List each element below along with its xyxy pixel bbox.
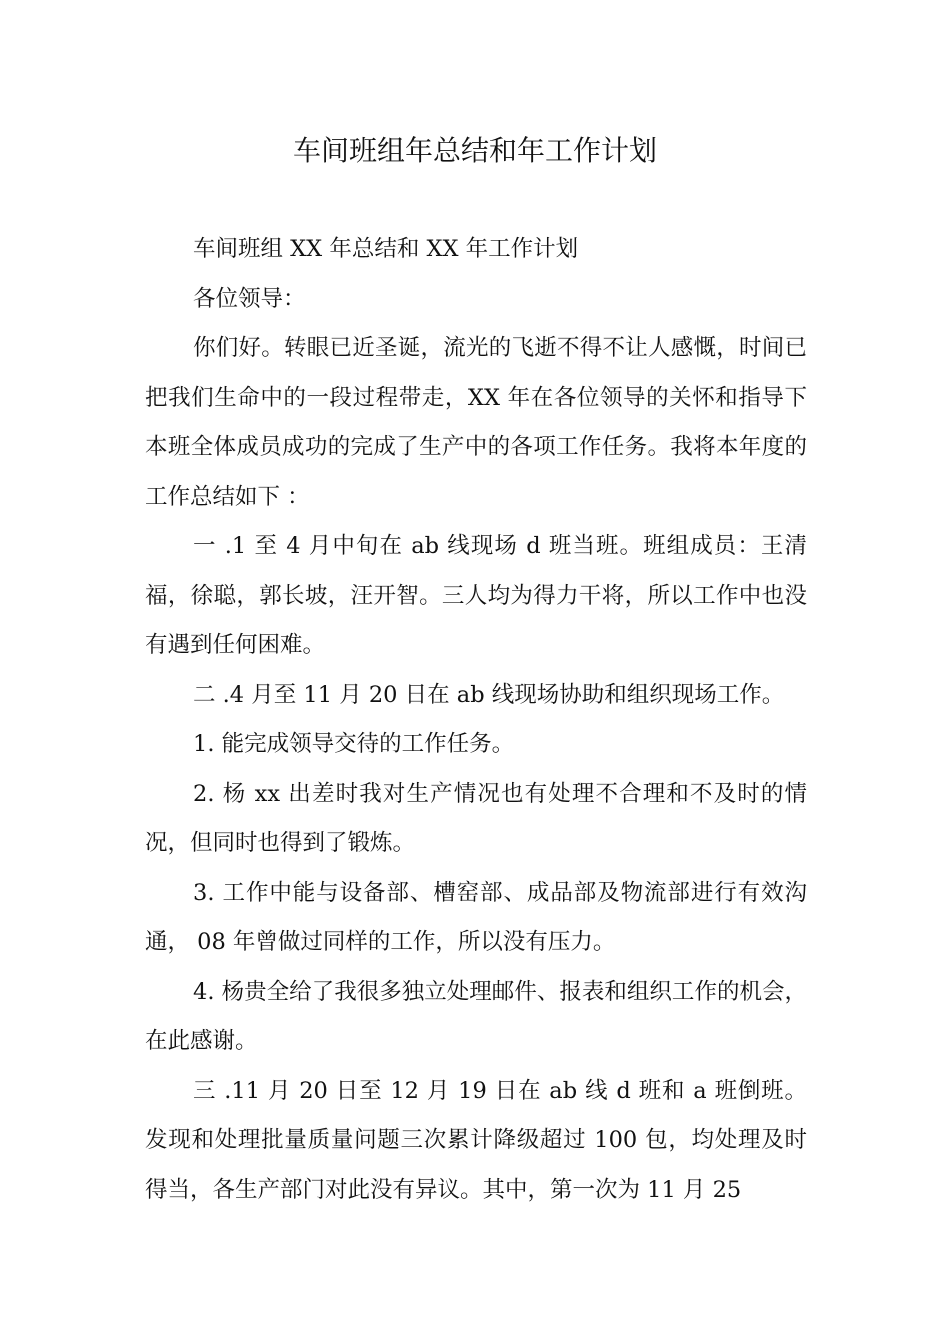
paragraph-item-2: 2. 杨 xx 出差时我对生产情况也有处理不合理和不及时的情况，但同时也得到了锻炼。 bbox=[145, 780, 807, 856]
paragraph-intro: 你们好。转眼已近圣诞，流光的飞逝不得不让人感慨，时间已把我们生命中的一段过程带走，XX 年在各位领导的关怀和指导下本班全体成员成功的完成了生产中的各项工作任务。我将本年度的工作总结如下 ： bbox=[145, 335, 807, 510]
paragraph-item-4: 4. 杨贵全给了我很多独立处理邮件、报表和组织工作的机会，在此感谢。 bbox=[145, 978, 807, 1054]
document-title: 车间班组年总结和年工作计划 bbox=[292, 134, 657, 167]
paragraph-section-three: 三 .11 月 20 日至 12 月 19 日在 ab 线 d 班和 a 班倒班。发现和处理批量质量问题三次累计降级超过 100 包，均处理及时得当，各生产部门对此没有异议。其中，第一次为 11 月 25 bbox=[145, 1077, 807, 1203]
document-body bbox=[145, 225, 807, 1215]
paragraph-section-two: 二 .4 月至 11 月 20 日在 ab 线现场协助和组织现场工作。 bbox=[193, 681, 785, 708]
paragraph-item-1: 1. 能完成领导交待的工作任务。 bbox=[193, 731, 515, 757]
paragraph-section-one: 一 .1 至 4 月中旬在 ab 线现场 d 班当班。班组成员：王清福，徐聪，郭长坡，汪开智。三人均为得力干将，所以工作中也没有遇到任何困难。 bbox=[145, 533, 807, 658]
paragraph-item-3: 3. 工作中能与设备部、槽窑部、成品部及物流部进行有效沟通， 08 年曾做过同样的工作，所以没有压力。 bbox=[145, 879, 807, 955]
paragraph-salutation: 各位领导： bbox=[193, 285, 306, 312]
paragraph-subtitle: 车间班组 XX 年总结和 XX 年工作计划 bbox=[193, 236, 579, 262]
